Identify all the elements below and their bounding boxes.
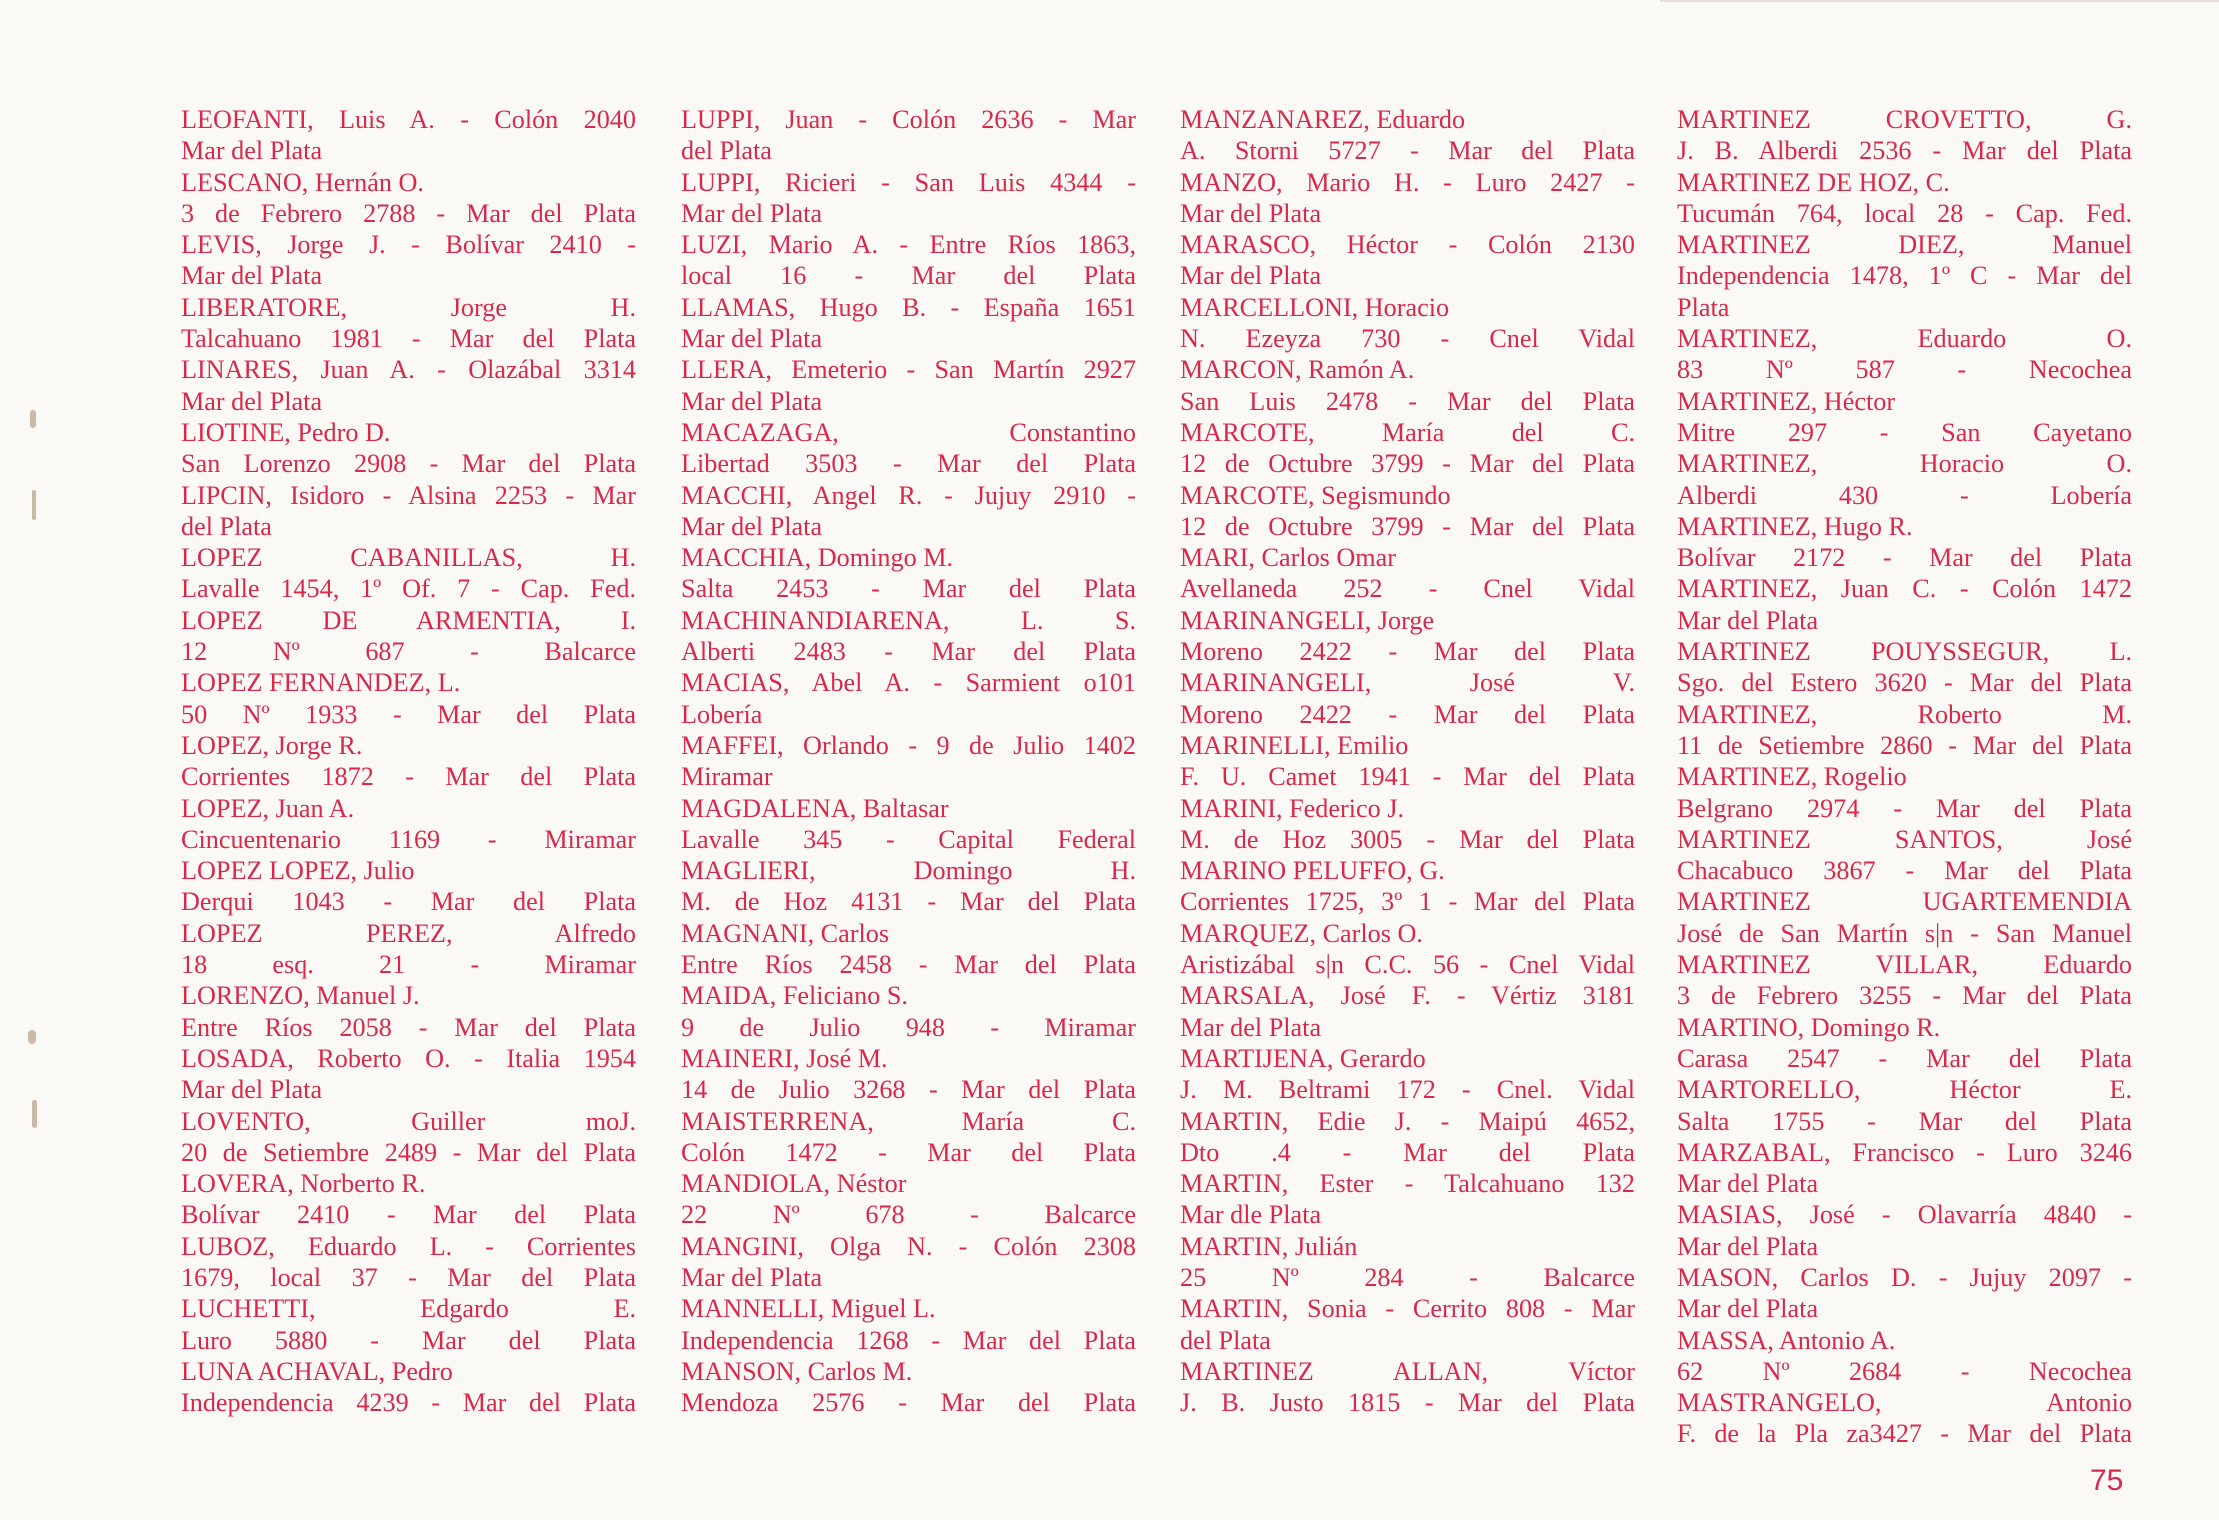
directory-line: MANZANAREZ, Eduardo [1180,105,1466,134]
directory-line: Mar del Plata [181,386,323,416]
directory-line: MARASCO, Héctor - Colón 2130 [1180,230,1635,260]
directory-line: MARTINEZ, Hugo R. [1677,511,1913,541]
directory-line: Mar del Plata [181,136,323,166]
directory-line: MARTIN, Edie J. - Maipú 4652, [1180,1106,1635,1136]
directory-line: LUCHETTI, Edgardo E. [181,1294,636,1324]
directory-line: Mar dle Plata [1180,1200,1322,1230]
directory-line: Mar del Plata [681,511,823,541]
directory-line: J. B. Alberdi 2536 - Mar del Plata [1677,136,2132,166]
directory-line: M. de Hoz 4131 - Mar del Plata [681,887,1136,917]
directory-line: MARINELLI, Emilio [1180,730,1409,760]
directory-line: LESCANO, Hernán O. [181,167,424,197]
directory-line: MANZO, Mario H. - Luro 2427 - [1180,167,1635,197]
directory-line: del Plata [1180,1325,1271,1355]
directory-line: Sgo. del Estero 3620 - Mar del Plata [1677,668,2132,698]
directory-line: 62 Nº 2684 - Necochea [1677,1356,2132,1386]
directory-line: local 16 - Mar del Plata [681,261,1136,291]
directory-line: A. Storni 5727 - Mar del Plata [1180,136,1635,166]
directory-line: MARTIN, Sonia - Cerrito 808 - Mar [1180,1294,1635,1324]
directory-line: Colón 1472 - Mar del Plata [681,1137,1136,1167]
directory-line: Alberdi 430 - Lobería [1677,480,2132,510]
directory-line: Mar del Plata [1180,261,1322,291]
directory-line: Aristizábal s|n C.C. 56 - Cnel Vidal [1180,950,1635,980]
directory-line: Carasa 2547 - Mar del Plata [1677,1043,2132,1073]
directory-line: MANSON, Carlos M. [681,1356,913,1386]
directory-line: Mar del Plata [181,261,323,291]
directory-line: Plata [1677,292,1730,322]
directory-line: LOPEZ, Juan A. [181,793,355,823]
directory-line: Miramar [681,762,773,792]
directory-line: MARINANGELI, Jorge [1180,605,1435,635]
directory-line: Entre Ríos 2058 - Mar del Plata [181,1012,636,1042]
directory-line: MARTIN, Ester - Talcahuano 132 [1180,1169,1635,1199]
directory-line: José de San Martín s|n - San Manuel [1677,918,2132,948]
page-number: 75 [2090,1464,2124,1497]
directory-line: MANDIOLA, Néstor [681,1169,907,1199]
directory-column-1 [181,104,636,1418]
directory-line: Mar del Plata [681,324,823,354]
directory-column-3 [1180,104,1635,1418]
directory-line: Lavalle 345 - Capital Federal [681,824,1136,854]
directory-line: Derqui 1043 - Mar del Plata [181,887,636,917]
directory-line: 3 de Febrero 2788 - Mar del Plata [181,198,636,228]
directory-line: San Luis 2478 - Mar del Plata [1180,386,1635,416]
directory-line: Moreno 2422 - Mar del Plata [1180,699,1635,729]
directory-line: 12 de Octubre 3799 - Mar del Plata [1180,449,1635,479]
directory-line: Mar del Plata [681,1262,823,1292]
directory-line: 1679, local 37 - Mar del Plata [181,1262,636,1292]
directory-line: MANNELLI, Miguel L. [681,1294,936,1324]
directory-line: MARINO PELUFFO, G. [1180,856,1445,886]
directory-line: Independencia 4239 - Mar del Plata [181,1388,636,1418]
directory-line: Lavalle 1454, 1º Of. 7 - Cap. Fed. [181,574,636,604]
directory-line: MARTINEZ POUYSSEGUR, L. [1677,637,2132,667]
directory-line: MASON, Carlos D. - Jujuy 2097 - [1677,1262,2132,1292]
directory-line: LINARES, Juan A. - Olazábal 3314 [181,355,636,385]
directory-line: MAGLIERI, Domingo H. [681,856,1136,886]
directory-line: MARTINEZ DE HOZ, C. [1677,167,1950,197]
directory-line: Libertad 3503 - Mar del Plata [681,449,1136,479]
directory-line: LUNA ACHAVAL, Pedro [181,1356,453,1386]
directory-line: MARTORELLO, Héctor E. [1677,1075,2132,1105]
directory-line: F. U. Camet 1941 - Mar del Plata [1180,762,1635,792]
directory-line: MARTINEZ, Héctor [1677,386,1896,416]
directory-line: Salta 2453 - Mar del Plata [681,574,1136,604]
directory-line: MARINI, Federico J. [1180,793,1405,823]
directory-line: MARTINEZ SANTOS, José [1677,824,2132,854]
directory-line: Mitre 297 - San Cayetano [1677,417,2132,447]
directory-line: Dto .4 - Mar del Plata [1180,1137,1635,1167]
directory-line: Independencia 1478, 1º C - Mar del [1677,261,2132,291]
directory-line: MARTINEZ CROVETTO, G. [1677,105,2132,134]
directory-line: LOPEZ, Jorge R. [181,730,363,760]
directory-line: MASSA, Antonio A. [1677,1325,1896,1355]
directory-line: Alberti 2483 - Mar del Plata [681,637,1136,667]
directory-line: Mar del Plata [1180,1012,1322,1042]
directory-line: MACIAS, Abel A. - Sarmient o101 [681,668,1136,698]
directory-line: LLAMAS, Hugo B. - España 1651 [681,292,1136,322]
directory-line: MARTINEZ ALLAN, Víctor [1180,1356,1635,1386]
directory-line: Moreno 2422 - Mar del Plata [1180,637,1635,667]
directory-line: 50 Nº 1933 - Mar del Plata [181,699,636,729]
directory-line: Bolívar 2410 - Mar del Plata [181,1200,636,1230]
directory-line: MACHINANDIARENA, L. S. [681,605,1136,635]
directory-line: Mendoza 2576 - Mar del Plata [681,1388,1136,1418]
directory-line: LEOFANTI, Luis A. - Colón 2040 [181,105,636,134]
directory-line: MACCHI, Angel R. - Jujuy 2910 - [681,480,1136,510]
directory-line: Chacabuco 3867 - Mar del Plata [1677,856,2132,886]
directory-line: MARCOTE, María del C. [1180,417,1635,447]
directory-line: LOPEZ DE ARMENTIA, I. [181,605,636,635]
directory-column-4 [1677,104,2132,1450]
directory-line: MARZABAL, Francisco - Luro 3246 [1677,1137,2132,1167]
directory-line: LOPEZ LOPEZ, Julio [181,856,415,886]
directory-line: LOPEZ PEREZ, Alfredo [181,918,636,948]
directory-line: MAFFEI, Orlando - 9 de Julio 1402 [681,730,1136,760]
directory-line: MARCOTE, Segismundo [1180,480,1451,510]
directory-line: LOVERA, Norberto R. [181,1169,426,1199]
directory-line: 20 de Setiembre 2489 - Mar del Plata [181,1137,636,1167]
directory-line: LORENZO, Manuel J. [181,981,420,1011]
directory-line: 12 Nº 687 - Balcarce [181,637,636,667]
directory-line: LOSADA, Roberto O. - Italia 1954 [181,1043,636,1073]
directory-line: LEVIS, Jorge J. - Bolívar 2410 - [181,230,636,260]
directory-line: MARTINEZ UGARTEMENDIA [1677,887,2132,917]
directory-line: San Lorenzo 2908 - Mar del Plata [181,449,636,479]
margin-binding-marks [20,400,50,1200]
directory-line: 22 Nº 678 - Balcarce [681,1200,1136,1230]
directory-line: LUBOZ, Eduardo L. - Corrientes [181,1231,636,1261]
directory-line: MARTINEZ VILLAR, Eduardo [1677,950,2132,980]
directory-line: Avellaneda 252 - Cnel Vidal [1180,574,1635,604]
directory-line: Independencia 1268 - Mar del Plata [681,1325,1136,1355]
directory-line: MARINANGELI, José V. [1180,668,1635,698]
directory-line: MASTRANGELO, Antonio [1677,1388,2132,1418]
directory-line: MARTINEZ, Horacio O. [1677,449,2132,479]
directory-line: LUPPI, Ricieri - San Luis 4344 - [681,167,1136,197]
directory-line: MARTINO, Domingo R. [1677,1012,1941,1042]
directory-line: MAIDA, Feliciano S. [681,981,908,1011]
directory-line: MASIAS, José - Olavarría 4840 - [1677,1200,2132,1230]
directory-line: MARSALA, José F. - Vértiz 3181 [1180,981,1635,1011]
directory-line: del Plata [681,136,772,166]
directory-line: Lobería [681,699,763,729]
directory-line: LIOTINE, Pedro D. [181,417,391,447]
directory-line: LUZI, Mario A. - Entre Ríos 1863, [681,230,1136,260]
directory-line: Mar del Plata [1677,1169,1819,1199]
directory-line: MARTINEZ, Eduardo O. [1677,324,2132,354]
directory-line: MARI, Carlos Omar [1180,543,1397,573]
directory-line: Mar del Plata [1180,198,1322,228]
directory-line: Belgrano 2974 - Mar del Plata [1677,793,2132,823]
directory-line: LOPEZ CABANILLAS, H. [181,543,636,573]
directory-line: 3 de Febrero 3255 - Mar del Plata [1677,981,2132,1011]
directory-line: N. Ezeyza 730 - Cnel Vidal [1180,324,1635,354]
directory-line: 11 de Setiembre 2860 - Mar del Plata [1677,730,2132,760]
directory-line: LIBERATORE, Jorge H. [181,292,636,322]
directory-line: LUPPI, Juan - Colón 2636 - Mar [681,105,1136,134]
directory-line: Mar del Plata [681,198,823,228]
directory-line: MARTINEZ DIEZ, Manuel [1677,230,2132,260]
directory-line: LOPEZ FERNANDEZ, L. [181,668,461,698]
directory-line: Mar del Plata [1677,1231,1819,1261]
directory-line: MARTINEZ, Roberto M. [1677,699,2132,729]
directory-line: Cincuentenario 1169 - Miramar [181,824,636,854]
directory-line: Salta 1755 - Mar del Plata [1677,1106,2132,1136]
directory-line: M. de Hoz 3005 - Mar del Plata [1180,824,1635,854]
directory-line: MARCON, Ramón A. [1180,355,1415,385]
directory-line: MAGDALENA, Baltasar [681,793,949,823]
directory-line: MARCELLONI, Horacio [1180,292,1450,322]
directory-line: MANGINI, Olga N. - Colón 2308 [681,1231,1136,1261]
directory-line: MAINERI, José M. [681,1043,888,1073]
directory-line: MARTIN, Julián [1180,1231,1358,1261]
directory-line: MAGNANI, Carlos [681,918,890,948]
directory-line: del Plata [181,511,272,541]
directory-line: Tucumán 764, local 28 - Cap. Fed. [1677,198,2132,228]
directory-line: Mar del Plata [1677,605,1819,635]
directory-line: MACCHIA, Domingo M. [681,543,954,573]
directory-line: Corrientes 1725, 3º 1 - Mar del Plata [1180,887,1635,917]
directory-line: MARQUEZ, Carlos O. [1180,918,1423,948]
directory-line: Mar del Plata [181,1075,323,1105]
directory-line: LLERA, Emeterio - San Martín 2927 [681,355,1136,385]
directory-line: MACAZAGA, Constantino [681,417,1136,447]
directory-line: Mar del Plata [681,386,823,416]
directory-line: 12 de Octubre 3799 - Mar del Plata [1180,511,1635,541]
directory-line: Bolívar 2172 - Mar del Plata [1677,543,2132,573]
directory-line: J. M. Beltrami 172 - Cnel. Vidal [1180,1075,1635,1105]
directory-line: MARTINEZ, Juan C. - Colón 1472 [1677,574,2132,604]
directory-line: 25 Nº 284 - Balcarce [1180,1262,1635,1292]
directory-line: J. B. Justo 1815 - Mar del Plata [1180,1388,1635,1418]
directory-line: 18 esq. 21 - Miramar [181,950,636,980]
directory-column-2 [681,104,1136,1418]
directory-line: MARTINEZ, Rogelio [1677,762,1907,792]
top-edge-rule [1660,0,2219,2]
directory-line: Talcahuano 1981 - Mar del Plata [181,324,636,354]
directory-line: MARTIJENA, Gerardo [1180,1043,1426,1073]
directory-line: Corrientes 1872 - Mar del Plata [181,762,636,792]
directory-line: 83 Nº 587 - Necochea [1677,355,2132,385]
directory-line: F. de la Pla za3427 - Mar del Plata [1677,1419,2132,1449]
directory-line: Luro 5880 - Mar del Plata [181,1325,636,1355]
directory-line: 14 de Julio 3268 - Mar del Plata [681,1075,1136,1105]
directory-line: Mar del Plata [1677,1294,1819,1324]
directory-line: Entre Ríos 2458 - Mar del Plata [681,950,1136,980]
directory-line: 9 de Julio 948 - Miramar [681,1012,1136,1042]
directory-line: MAISTERRENA, María C. [681,1106,1136,1136]
directory-line: LOVENTO, Guiller moJ. [181,1106,636,1136]
directory-line: LIPCIN, Isidoro - Alsina 2253 - Mar [181,480,636,510]
